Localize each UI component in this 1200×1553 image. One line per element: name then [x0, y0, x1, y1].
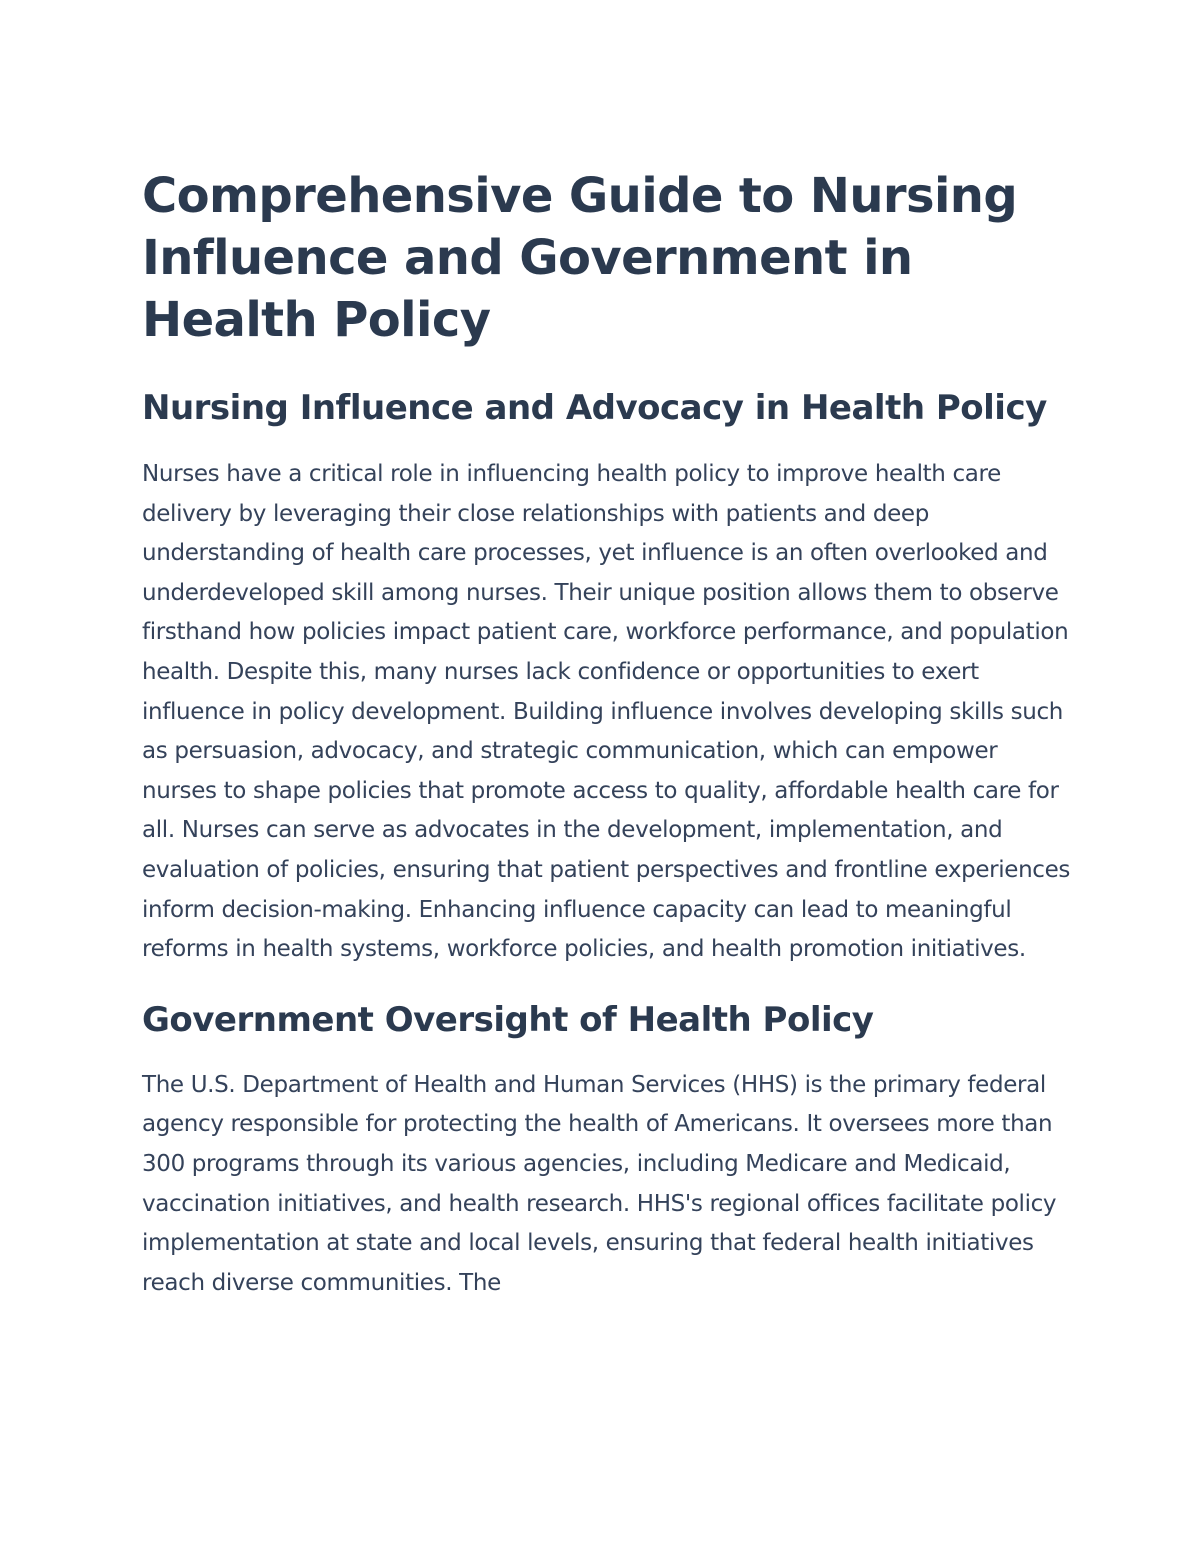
page-title: Comprehensive Guide to Nursing Influence and Government in Health Policy: [142, 168, 1018, 348]
section-body-nursing-influence: Nurses have a critical role in influencing health policy to improve health care delivery by leveraging their close relationships with patients and deep understanding of health care processes, yet influence is an often overlooked and underdeveloped skill among nurses. Their unique position allows them to observe firsthand how policies impact patient care, workforce performance, and population health. Despite this, many nurses lack confidence or opportunities to exert influence in policy development. Building influence involves developing skills such as persuasion, advocacy, and strategic communication, which can empower nurses to shape policies that promote access to quality, affordable health care for all. Nurses can serve as advocates in the development, implementation, and evaluation of policies, ensuring that patient perspectives and frontline experiences inform decision-making. Enhancing influence capacity can lead to meaningful reforms in health systems, workforce policies, and health promotion initiatives.: [142, 461, 1071, 963]
section-heading-nursing-influence: Nursing Influence and Advocacy in Health Policy: [142, 388, 1047, 428]
section-heading-government-oversight: Government Oversight of Health Policy: [142, 999, 874, 1040]
document-page: [142, 165, 1072, 1303]
section-body-government-oversight: The U.S. Department of Health and Human Services (HHS) is the primary federal agency responsible for protecting the health of Americans. It oversees more than 300 programs through its various agencies, including Medicare and Medicaid, vaccination initiatives, and health research. HHS's regional offices facilitate policy implementation at state and local levels, ensuring that federal health initiatives reach diverse communities. The: [142, 1071, 1057, 1296]
